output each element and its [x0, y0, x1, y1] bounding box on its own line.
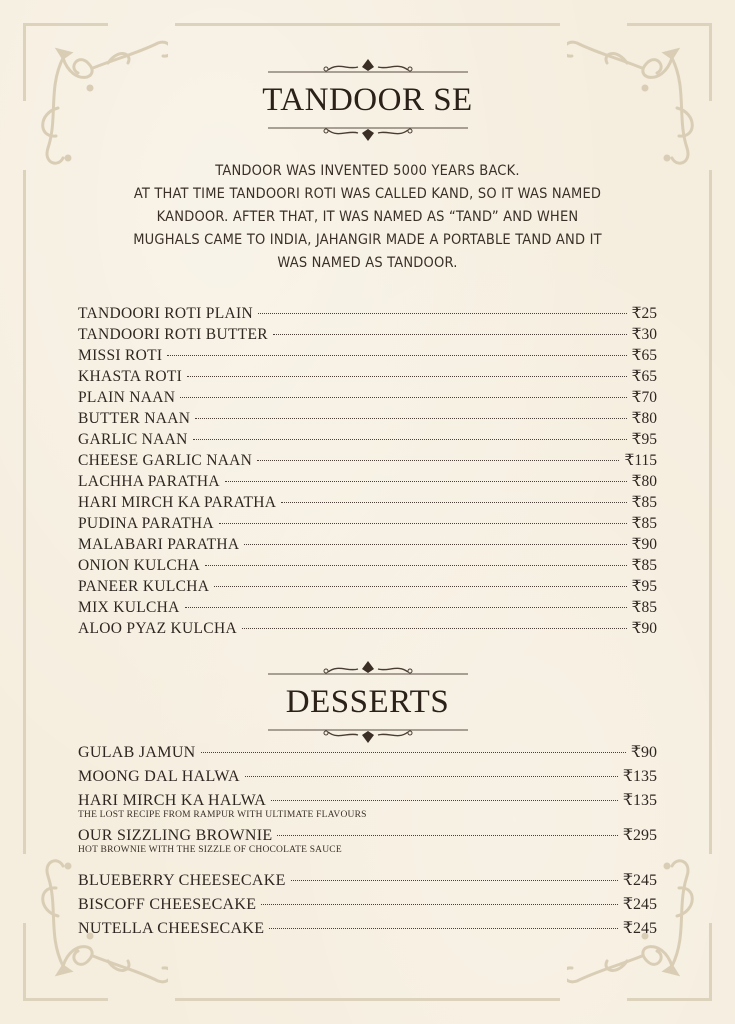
item-price: ₹115 [624, 452, 657, 469]
frame-line [23, 170, 26, 854]
section-heading-tandoor [0, 58, 735, 142]
item-name: LACHHA PARATHA [78, 473, 220, 490]
item-price: ₹245 [622, 896, 657, 913]
dot-leader [281, 502, 626, 503]
item-name: PLAIN NAAN [78, 389, 176, 406]
dot-leader [269, 928, 618, 929]
item-price: ₹65 [631, 347, 657, 364]
menu-item [78, 325, 657, 346]
menu-item [78, 304, 657, 325]
dot-leader [225, 481, 627, 482]
menu-item [78, 742, 657, 766]
tandoor-intro-text [60, 160, 675, 275]
item-price: ₹80 [631, 473, 657, 490]
dot-leader [271, 800, 618, 801]
item-name: ALOO PYAZ KULCHA [78, 620, 237, 637]
intro-line: KANDOOR. AFTER THAT, IT WAS NAMED AS “TAND” AND WHEN [156, 209, 579, 225]
dot-leader [201, 752, 626, 753]
item-name: BISCOFF CHEESECAKE [78, 896, 257, 913]
intro-line: MUGHALS CAME TO INDIA, JAHANGIR MADE A PORTABLE TAND AND IT [133, 232, 602, 248]
ornament-top-icon [268, 660, 468, 678]
item-name: MISSI ROTI [78, 347, 163, 364]
item-price: ₹25 [631, 305, 657, 322]
intro-line: TANDOOR WAS INVENTED 5000 YEARS BACK. [215, 163, 520, 179]
item-name: ONION KULCHA [78, 557, 200, 574]
menu-item [78, 766, 657, 790]
menu-item [78, 577, 657, 598]
dot-leader [193, 439, 627, 440]
item-name: MOONG DAL HALWA [78, 768, 240, 785]
section-heading-desserts [0, 660, 735, 744]
section-title: TANDOOR SE [262, 82, 473, 118]
dot-leader [257, 460, 619, 461]
intro-line: WAS NAMED AS TANDOOR. [277, 255, 458, 271]
item-name: HARI MIRCH KA HALWA [78, 792, 267, 809]
item-price: ₹245 [622, 920, 657, 937]
dot-leader [167, 355, 626, 356]
menu-item [78, 535, 657, 556]
spacer [78, 860, 657, 870]
menu-item [78, 451, 657, 472]
item-price: ₹90 [631, 536, 657, 553]
item-name: OUR SIZZLING BROWNIE [78, 827, 273, 844]
dot-leader [273, 334, 627, 335]
dot-leader [291, 880, 618, 881]
dot-leader [205, 565, 627, 566]
section-title: DESSERTS [285, 684, 450, 720]
item-price: ₹85 [631, 494, 657, 511]
item-description: HOT BROWNIE WITH THE SIZZLE OF CHOCOLATE SAUCE [78, 845, 342, 855]
item-price: ₹85 [631, 557, 657, 574]
menu-item [78, 514, 657, 535]
item-price: ₹70 [631, 389, 657, 406]
dot-leader [244, 544, 626, 545]
tandoor-menu-list [78, 304, 657, 640]
item-name: CHEESE GARLIC NAAN [78, 452, 253, 469]
menu-item [78, 870, 657, 894]
item-name: KHASTA ROTI [78, 368, 183, 385]
item-price: ₹135 [622, 792, 657, 809]
item-name: PANEER KULCHA [78, 578, 210, 595]
dot-leader [214, 586, 626, 587]
ornament-bottom-icon [268, 124, 468, 142]
dot-leader [187, 376, 627, 377]
item-price: ₹135 [622, 768, 657, 785]
dot-leader [242, 628, 627, 629]
ornament-top-icon [268, 58, 468, 76]
menu-item [78, 388, 657, 409]
item-name: PUDINA PARATHA [78, 515, 214, 532]
menu-item [78, 367, 657, 388]
dot-leader [261, 904, 617, 905]
item-price: ₹65 [631, 368, 657, 385]
item-name: TANDOORI ROTI BUTTER [78, 326, 268, 343]
menu-item [78, 894, 657, 918]
desserts-menu-list [78, 742, 657, 942]
menu-item [78, 598, 657, 619]
item-description: THE LOST RECIPE FROM RAMPUR WITH ULTIMATE FLAVOURS [78, 810, 367, 820]
dot-leader [277, 835, 617, 836]
intro-line: AT THAT TIME TANDOORI ROTI WAS CALLED KAND, SO IT WAS NAMED [133, 186, 602, 202]
menu-item [78, 346, 657, 367]
dot-leader [258, 313, 627, 314]
item-price: ₹95 [631, 578, 657, 595]
item-price: ₹80 [631, 410, 657, 427]
item-price: ₹95 [631, 431, 657, 448]
item-price: ₹90 [630, 744, 657, 761]
frame-line [175, 998, 560, 1001]
item-price: ₹85 [631, 515, 657, 532]
dot-leader [185, 607, 627, 608]
menu-item [78, 430, 657, 451]
frame-line [175, 23, 560, 26]
menu-item [78, 619, 657, 640]
item-name: BLUEBERRY CHEESECAKE [78, 872, 286, 889]
menu-item [78, 493, 657, 514]
dot-leader [219, 523, 627, 524]
item-name: TANDOORI ROTI PLAIN [78, 305, 253, 322]
item-price: ₹245 [622, 872, 657, 889]
item-price: ₹85 [631, 599, 657, 616]
item-name: HARI MIRCH KA PARATHA [78, 494, 277, 511]
item-name: MIX KULCHA [78, 599, 180, 616]
dot-leader [180, 397, 626, 398]
menu-item [78, 472, 657, 493]
item-name: MALABARI PARATHA [78, 536, 240, 553]
item-price: ₹295 [622, 827, 657, 844]
item-price: ₹30 [631, 326, 657, 343]
menu-item [78, 556, 657, 577]
item-name: NUTELLA CHEESECAKE [78, 920, 265, 937]
item-price: ₹90 [631, 620, 657, 637]
item-name: GULAB JAMUN [78, 744, 196, 761]
menu-item [78, 918, 657, 942]
menu-item [78, 409, 657, 430]
item-name: GARLIC NAAN [78, 431, 188, 448]
dot-leader [245, 776, 618, 777]
item-name: BUTTER NAAN [78, 410, 191, 427]
dot-leader [195, 418, 626, 419]
frame-line [709, 170, 712, 854]
